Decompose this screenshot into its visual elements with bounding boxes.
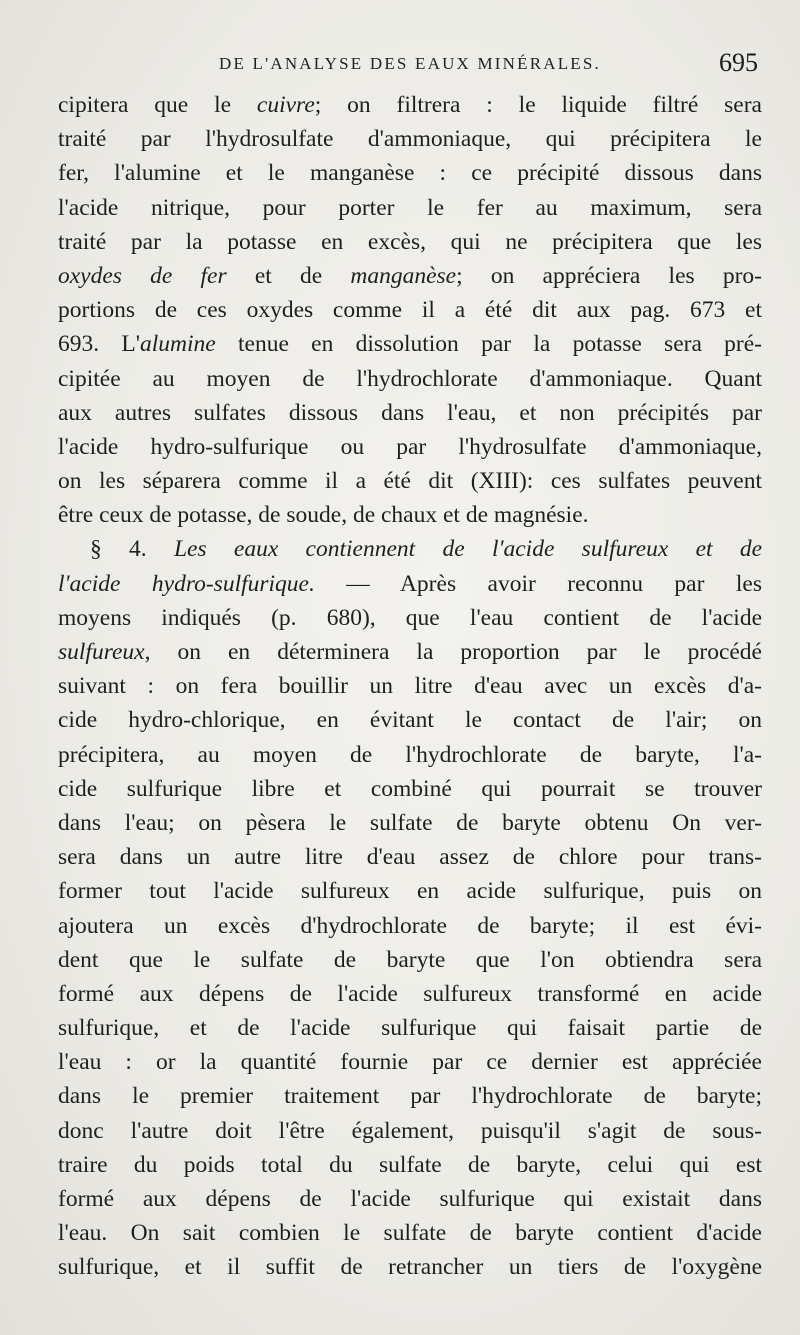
text-line: [58, 977, 762, 1011]
text-line: [58, 601, 762, 635]
text-segment: moyens indiqués (p. 680), que l'eau contient de l'acide: [58, 604, 762, 631]
text-line: [58, 122, 762, 156]
text-segment: 693. L': [58, 331, 140, 358]
text-segment: formé aux dépens de l'acide sulfureux transformé en acide: [58, 980, 762, 1007]
text-line: [58, 191, 762, 225]
text-segment: suivant : on fera bouillir un litre d'eau avec un excès d'a-: [58, 673, 762, 700]
italic-text: cuivre: [256, 92, 315, 118]
text-line: [58, 156, 762, 190]
text-segment: être ceux de potasse, de soude, de chaux et de magnésie.: [58, 502, 589, 529]
text-line: [58, 327, 762, 361]
text-line: [58, 1079, 762, 1113]
text-segment: § 4.: [90, 536, 174, 563]
text-line: [58, 806, 762, 840]
text-segment: traire du poids total du sulfate de baryte, celui qui est: [58, 1151, 762, 1178]
italic-text: manganèse: [350, 262, 457, 289]
italic-text: alumine: [140, 331, 216, 358]
text-line: [58, 1216, 762, 1250]
text-segment: on les séparera comme il a été dit (XIII): ces sulfates peuvent: [58, 468, 762, 495]
text-segment: formé aux dépens de l'acide sulfurique qui existait dans: [58, 1186, 762, 1212]
text-line: [58, 635, 762, 669]
text-segment: et de: [226, 262, 351, 289]
text-segment: l'acide nitrique, pour porter le fer au maximum, sera: [58, 194, 762, 221]
text-line: [58, 669, 762, 703]
text-line: [58, 1148, 762, 1182]
italic-text: Les eaux contiennent de l'acide sulfureux et de: [173, 536, 762, 563]
text-segment: , on en déterminera la proportion par le procédé: [144, 639, 762, 665]
text-line: [58, 738, 762, 772]
text-segment: sulfurique, et il suffit de retrancher un tiers de l'oxygène: [58, 1254, 762, 1281]
text-segment: dans le premier traitement par l'hydrochlorate de baryte;: [58, 1083, 762, 1110]
text-line: [58, 498, 762, 532]
text-line: [58, 1182, 762, 1216]
text-line: [58, 874, 762, 908]
text-line: [58, 362, 762, 396]
italic-text: l'acide hydro-sulfurique.: [58, 570, 315, 597]
text-segment: traité par l'hydrosulfate d'ammoniaque, qui précipitera le: [58, 126, 762, 153]
body-text: [58, 88, 762, 1285]
text-line: [58, 1250, 762, 1284]
text-line: [58, 430, 762, 464]
text-segment: précipitera, au moyen de l'hydrochlorate de baryte, l'a-: [58, 741, 762, 768]
text-line: [58, 88, 762, 122]
text-segment: dent que le sulfate de baryte que l'on obtiendra sera: [58, 946, 762, 973]
text-line: [58, 396, 762, 430]
text-segment: l'eau : or la quantité fournie par ce dernier est appréciée: [58, 1049, 762, 1076]
text-segment: fer, l'alumine et le manganèse : ce précipité dissous dans: [58, 160, 762, 187]
text-segment: aux autres sulfates dissous dans l'eau, et non précipités par: [58, 399, 762, 426]
text-line: [58, 772, 762, 806]
text-segment: traité par la potasse en excès, qui ne précipitera que les: [58, 228, 762, 255]
text-line: [58, 293, 762, 327]
text-segment: tenue en dissolution par la potasse sera pré-: [215, 331, 762, 358]
text-segment: l'eau. On sait combien le sulfate de baryte contient d'acide: [58, 1220, 762, 1247]
page-header: [60, 48, 760, 78]
text-segment: — Après avoir reconnu par les: [314, 570, 762, 597]
text-line: [58, 259, 762, 293]
text-line: [58, 1011, 762, 1045]
text-line: [58, 1045, 762, 1079]
text-line: [58, 225, 762, 259]
text-line: [58, 464, 762, 498]
text-line: [58, 532, 762, 566]
text-segment: sulfurique, et de l'acide sulfurique qui faisait partie de: [58, 1015, 762, 1042]
text-line: [58, 909, 762, 943]
text-segment: dans l'eau; on pèsera le sulfate de baryte obtenu On ver-: [58, 809, 762, 836]
text-line: [58, 943, 762, 977]
running-title: DE L'ANALYSE DES EAUX MINÉRALES.: [219, 54, 601, 73]
text-segment: former tout l'acide sulfureux en acide sulfurique, puis on: [58, 878, 762, 905]
text-line: [58, 567, 762, 601]
text-segment: cipitée au moyen de l'hydrochlorate d'ammoniaque. Quant: [58, 365, 762, 392]
page-number: 695: [719, 48, 758, 77]
italic-text: sulfureux: [58, 639, 145, 665]
text-segment: cide hydro-chlorique, en évitant le contact de l'air; on: [58, 707, 762, 734]
text-line: [58, 703, 762, 737]
text-segment: cipitera que le: [58, 92, 257, 118]
text-segment: donc l'autre doit l'être également, puisqu'il s'agit de sous-: [58, 1117, 762, 1144]
text-segment: sera dans un autre litre d'eau assez de chlore pour trans-: [58, 844, 762, 871]
text-segment: portions de ces oxydes comme il a été dit aux pag. 673 et: [58, 297, 762, 324]
text-segment: ; on appréciera les pro-: [456, 262, 762, 289]
text-segment: ajoutera un excès d'hydrochlorate de baryte; il est évi-: [58, 912, 762, 939]
text-segment: ; on filtrera : le liquide filtré sera: [314, 92, 762, 118]
text-segment: cide sulfurique libre et combiné qui pourrait se trouver: [58, 775, 762, 802]
italic-text: oxydes de fer: [58, 262, 227, 289]
text-line: [58, 1114, 762, 1148]
text-segment: l'acide hydro-sulfurique ou par l'hydrosulfate d'ammoniaque,: [58, 433, 762, 460]
text-line: [58, 840, 762, 874]
